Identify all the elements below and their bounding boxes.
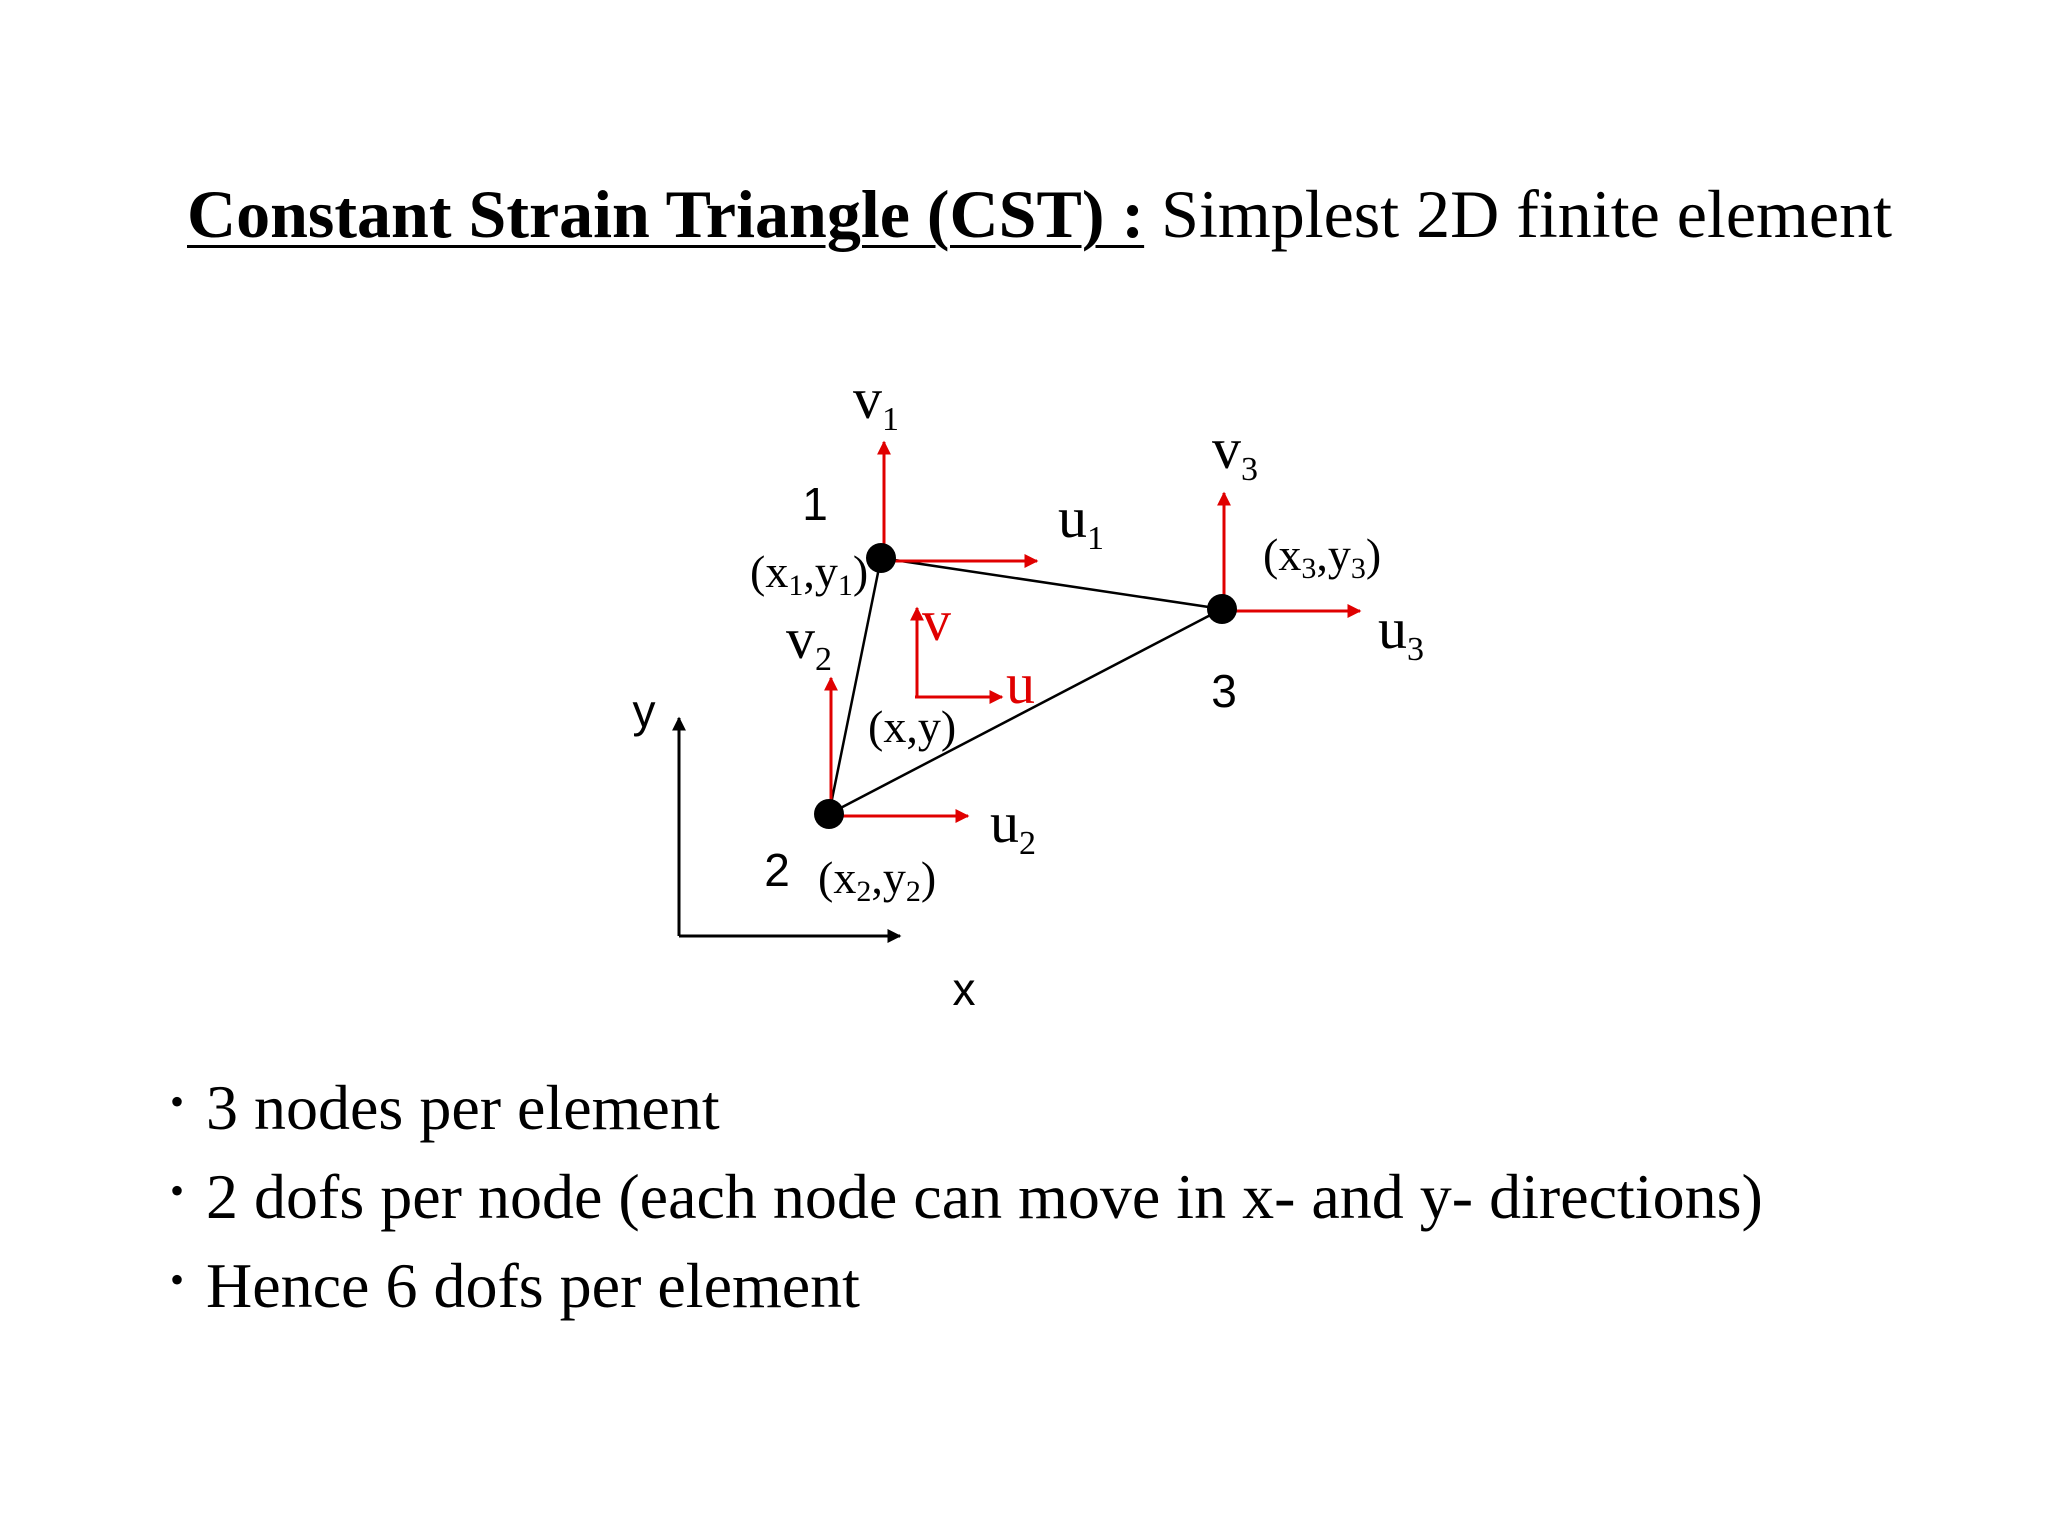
- interior-u-label: u: [1006, 651, 1035, 716]
- bullet-item: • Hence 6 dofs per element: [170, 1250, 860, 1321]
- title-rest: Simplest 2D finite element: [1144, 176, 1892, 252]
- u3-label: $u_3$: [1378, 596, 1424, 668]
- node-2-number: 2: [764, 844, 790, 896]
- node-1-coords: (x1,y1): [750, 546, 869, 602]
- u2-label: $u_2$: [990, 790, 1036, 862]
- v2-label: $v_2$: [786, 606, 832, 678]
- title-bold: Constant Strain Triangle (CST) :: [187, 176, 1145, 252]
- v3-label: $v_3$: [1212, 416, 1258, 488]
- node-2-coords: (x2,y2): [818, 852, 937, 908]
- node-1-number: 1: [802, 478, 828, 530]
- interior-point-label: (x,y): [868, 701, 957, 752]
- y-axis-label: y: [632, 685, 656, 737]
- x-axis-label: x: [952, 963, 976, 1015]
- bullet-item: • 3 nodes per element: [170, 1072, 720, 1143]
- interior-v-label: v: [922, 588, 951, 653]
- node-2-dot: [814, 799, 844, 829]
- bullet-item: • 2 dofs per node (each node can move in x- and y- directions): [170, 1161, 1763, 1232]
- node-3-dot: [1207, 594, 1237, 624]
- u1-label: $u_1$: [1058, 485, 1104, 557]
- node-3-number: 3: [1211, 665, 1237, 717]
- v1-label: $v_1$: [853, 366, 899, 438]
- node-3-coords: (x3,y3): [1263, 529, 1382, 585]
- bullet-list: [170, 1060, 1763, 1327]
- node-1-dot: [866, 543, 896, 573]
